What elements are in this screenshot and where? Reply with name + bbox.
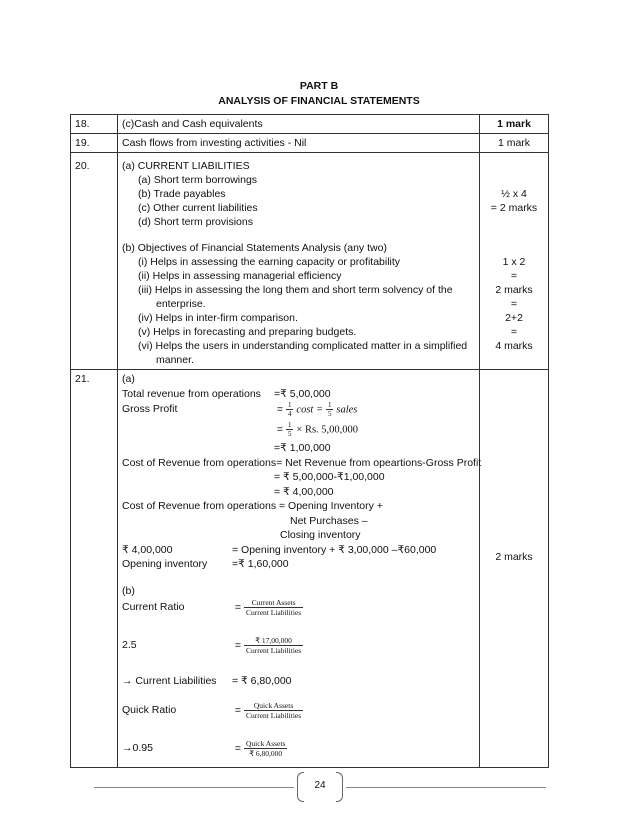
- marks: 2 marks: [495, 284, 533, 296]
- line-label: Total revenue from operations: [122, 387, 261, 400]
- page-number-box: [297, 772, 343, 800]
- fraction: $\frac{1}{4}$: [287, 401, 292, 418]
- marks: ½ x 4: [501, 188, 527, 200]
- section-title: ANALYSIS OF FINANCIAL STATEMENTS: [218, 95, 420, 107]
- answer-subheading: (a) CURRENT LIABILITIES: [122, 160, 250, 172]
- fraction: $\frac{1}{5}$: [327, 401, 332, 418]
- marks: 1 mark: [480, 134, 549, 153]
- line-label: →0.95: [122, 741, 153, 754]
- table-row: [71, 370, 549, 768]
- line-label: Quick Ratio: [122, 703, 177, 716]
- answer-subheading: (b) Objectives of Financial Statements Analysis (any two): [122, 242, 387, 254]
- answer-text: Cash flows from investing activities - Nil: [118, 134, 480, 153]
- question-number: 19.: [71, 134, 118, 153]
- marks: = 2 marks: [490, 202, 538, 214]
- line-text: Cost of Revenue from operations = Opening Inventory +: [122, 500, 383, 512]
- footer-rule-right: [346, 787, 546, 788]
- table-row: [71, 115, 549, 134]
- list-item: (iv) Helps in inter-firm comparison.: [138, 312, 298, 324]
- footer-rule-left: [94, 787, 294, 788]
- part-heading: PART B: [299, 80, 339, 92]
- line-value: =₹ 1,60,000: [232, 558, 289, 570]
- list-item: (a) Short term borrowings: [138, 174, 258, 186]
- question-number: 20.: [71, 153, 118, 370]
- marks: =: [510, 298, 518, 310]
- marks: 2+2: [505, 312, 523, 324]
- list-item: (i) Helps in assessing the earning capacity or profitability: [138, 256, 401, 268]
- line-value: = ₹ 4,00,000: [274, 485, 334, 498]
- equals: =: [234, 601, 242, 614]
- line-label: 2.5: [122, 639, 137, 652]
- line-text: Closing inventory: [280, 529, 361, 541]
- equals: =: [234, 741, 242, 754]
- list-item: enterprise.: [156, 298, 206, 310]
- fraction: $\frac{1}{5}$: [287, 421, 292, 438]
- list-item: (v) Helps in forecasting and preparing budgets.: [138, 326, 357, 338]
- question-number: 21.: [71, 370, 118, 768]
- answer-subheading: (b): [122, 584, 135, 597]
- marks: 4 marks: [495, 340, 533, 352]
- line-text: Cost of Revenue from operations= Net Revenue from opeartions-Gross Profit: [122, 456, 482, 469]
- list-item: (ii) Helps in assessing managerial efficiency: [138, 270, 342, 282]
- line-label: Opening inventory: [122, 558, 208, 570]
- line-label: ₹ 4,00,000: [122, 543, 173, 556]
- marks: 2 marks: [495, 551, 533, 563]
- formula-text: cost =: [296, 404, 324, 416]
- marks: 1 mark: [480, 115, 549, 134]
- formula-text: sales: [336, 404, 358, 416]
- line-value: = ₹ 6,80,000: [232, 675, 292, 687]
- list-item: (vi) Helps the users in understanding complicated matter in a simplified: [138, 340, 468, 352]
- line-value: =₹ 1,00,000: [274, 442, 331, 454]
- formula-text: × Rs. 5,00,000: [296, 424, 359, 436]
- line-text: Net Purchases –: [290, 514, 368, 527]
- fraction: $\frac{\text{Quick Assets}}{\text{Current Liabilities}}$: [245, 700, 302, 720]
- line-value: = Opening inventory + ₹ 3,00,000 –₹60,000: [232, 543, 437, 556]
- table-row: [71, 153, 549, 370]
- equals: =: [234, 703, 242, 716]
- equals: =: [234, 639, 242, 652]
- fraction: $\frac{₹ 17,00,000}{\text{Current Liabilities}}$: [245, 636, 302, 655]
- line-value: =₹ 5,00,000: [274, 387, 331, 400]
- marks-cell: [480, 153, 549, 370]
- answer-body: [118, 153, 480, 370]
- list-item: (iii) Helps in assessing the long them and short term solvency of the: [138, 284, 453, 296]
- page-number: 24: [314, 780, 326, 791]
- line-label: Current Ratio: [122, 601, 185, 614]
- answer-subheading: (a): [122, 373, 135, 385]
- fraction: $\frac{\text{Quick Assets}}{₹ 6,80,000}$: [245, 738, 286, 758]
- list-item: (b) Trade payables: [138, 188, 226, 200]
- marks: =: [510, 326, 518, 338]
- list-item: (c) Other current liabilities: [138, 202, 258, 214]
- answer-table: [70, 114, 549, 768]
- question-number: 18.: [71, 115, 118, 134]
- line-value: = ₹ 5,00,000-₹1,00,000: [274, 471, 385, 483]
- answer-body: [118, 370, 480, 768]
- line-label: → Current Liabilities: [122, 675, 217, 687]
- list-item: (d) Short term provisions: [138, 216, 253, 228]
- marks-cell: [480, 370, 549, 768]
- answer-text: (c)Cash and Cash equivalents: [118, 115, 480, 134]
- line-label: Gross Profit: [122, 403, 178, 416]
- fraction: $\frac{\text{Current Assets}}{\text{Current Liabilities}}$: [245, 598, 302, 617]
- equals: =: [276, 403, 284, 416]
- equals: =: [276, 423, 284, 436]
- marks: 1 x 2: [502, 256, 526, 268]
- list-item: manner.: [156, 354, 194, 366]
- marks: =: [510, 270, 518, 282]
- table-row: [71, 134, 549, 153]
